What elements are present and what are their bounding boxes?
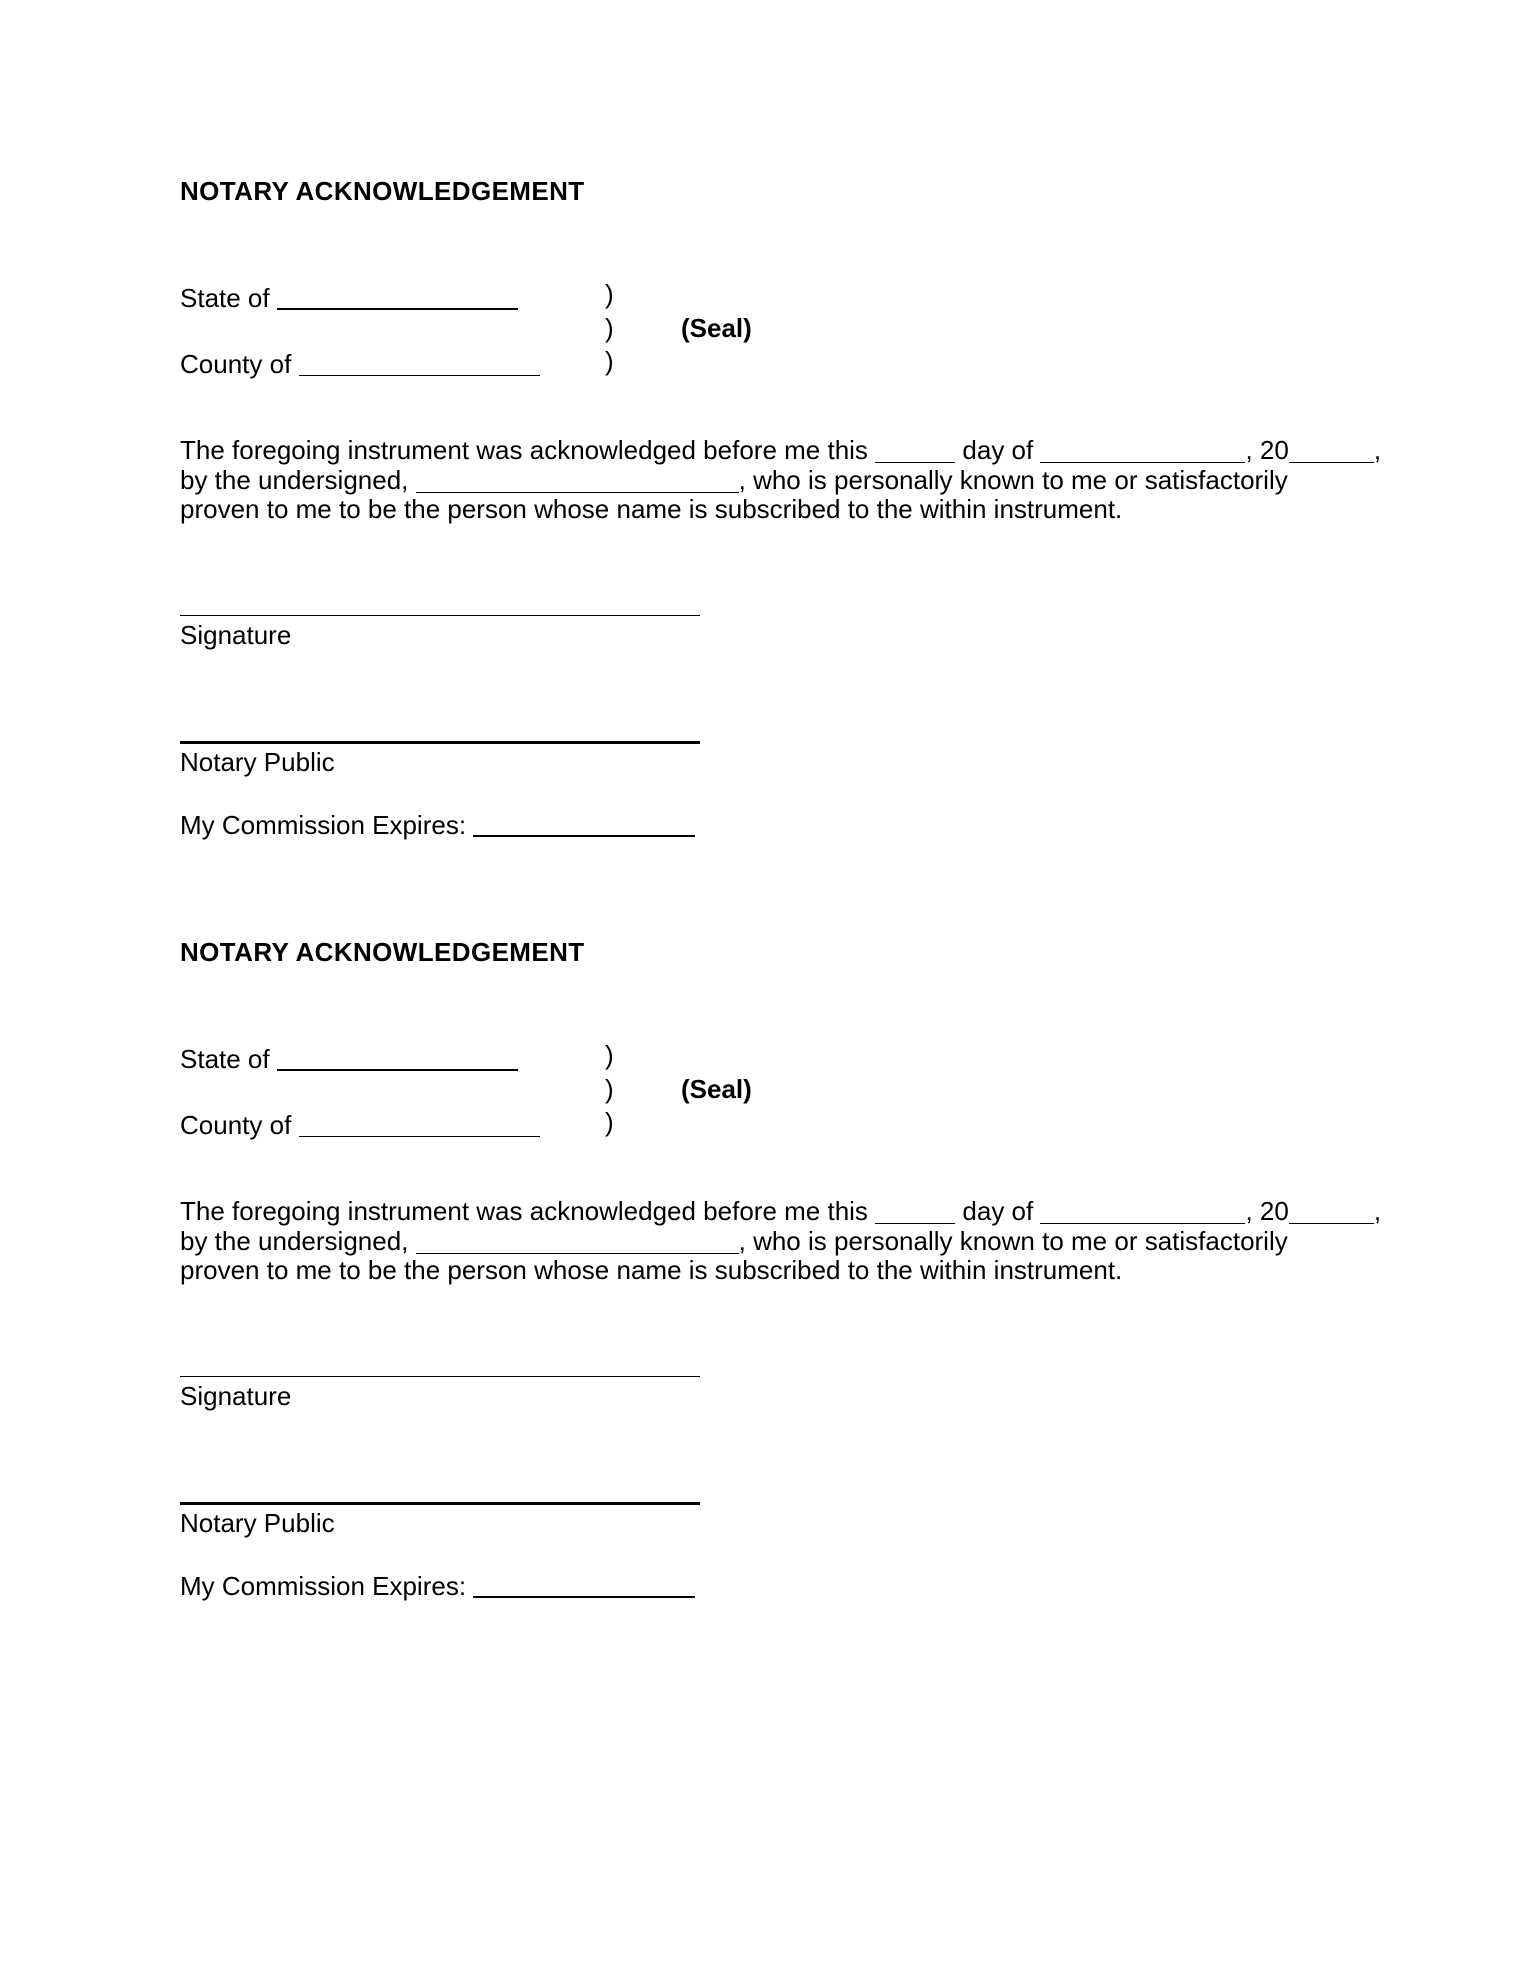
year-blank (1289, 439, 1374, 463)
paragraph-text: , (1373, 435, 1382, 465)
county-line (180, 1108, 1395, 1141)
state-name-blank (277, 283, 518, 310)
commission-expires-label: My Commission Expires: (180, 810, 474, 840)
paragraph-line (180, 435, 1395, 465)
paragraph-line (180, 465, 1395, 495)
seal-label: (Seal) (681, 313, 752, 343)
notary-public-label: Notary Public (180, 747, 335, 777)
acknowledgement-paragraph (180, 1196, 1395, 1285)
section-title: NOTARY ACKNOWLEDGEMENT (180, 937, 585, 967)
state-line (180, 1041, 1395, 1075)
signature-rule (180, 1376, 700, 1377)
county-name-blank (299, 1111, 540, 1137)
commission-expires-label: My Commission Expires: (180, 1571, 474, 1601)
signer-name-blank (416, 469, 739, 493)
notary-public-label: Notary Public (180, 1508, 335, 1538)
year-blank (1289, 1200, 1374, 1224)
state-label: State of (180, 283, 277, 313)
commission-date-blank (473, 810, 695, 837)
notary-section-2 (180, 937, 1395, 1641)
seal-paren: ) (605, 313, 614, 343)
state-paren: ) (605, 1040, 614, 1070)
paragraph-text: The foregoing instrument was acknowledged before me this (180, 1196, 876, 1226)
notary-public-rule (180, 741, 700, 744)
paragraph-text: day of (955, 1196, 1041, 1226)
signer-name-blank (416, 1230, 739, 1254)
state-paren: ) (605, 279, 614, 309)
paragraph-text: proven to me to be the person whose name is subscribed to the within instrument. (180, 1255, 1123, 1285)
paragraph-line (180, 1226, 1395, 1256)
county-line (180, 347, 1395, 380)
seal-label: (Seal) (681, 1074, 752, 1104)
state-label: State of (180, 1044, 277, 1074)
paragraph-line (180, 1196, 1395, 1226)
month-blank (1040, 439, 1245, 463)
paragraph-text: , who is personally known to me or satisfactorily (738, 465, 1288, 495)
paragraph-text: , (1373, 1196, 1382, 1226)
paragraph-text: , 20 (1245, 435, 1289, 465)
paragraph-text: by the undersigned, (180, 1226, 416, 1256)
notary-section-1 (180, 176, 1395, 880)
paragraph-text: The foregoing instrument was acknowledged before me this (180, 435, 876, 465)
signature-label: Signature (180, 1381, 292, 1411)
signature-rule (180, 615, 700, 616)
paragraph-text: , 20 (1245, 1196, 1289, 1226)
commission-expires-line (180, 807, 695, 841)
county-name-blank (299, 350, 540, 376)
county-label: County of (180, 1110, 299, 1140)
paragraph-line (180, 1256, 1395, 1285)
day-blank (875, 439, 955, 463)
seal-paren: ) (605, 1074, 614, 1104)
day-blank (875, 1200, 955, 1224)
acknowledgement-paragraph (180, 435, 1395, 524)
signature-label: Signature (180, 620, 292, 650)
county-paren: ) (605, 346, 614, 376)
paragraph-text: proven to me to be the person whose name is subscribed to the within instrument. (180, 494, 1123, 524)
county-paren: ) (605, 1107, 614, 1137)
state-name-blank (277, 1044, 518, 1071)
county-label: County of (180, 349, 299, 379)
state-line (180, 280, 1395, 314)
section-title: NOTARY ACKNOWLEDGEMENT (180, 176, 585, 206)
paragraph-text: , who is personally known to me or satisfactorily (738, 1226, 1288, 1256)
notary-public-rule (180, 1502, 700, 1505)
commission-expires-line (180, 1568, 695, 1602)
month-blank (1040, 1200, 1245, 1224)
commission-date-blank (473, 1571, 695, 1598)
paragraph-text: day of (955, 435, 1041, 465)
paragraph-text: by the undersigned, (180, 465, 416, 495)
paragraph-line (180, 495, 1395, 524)
